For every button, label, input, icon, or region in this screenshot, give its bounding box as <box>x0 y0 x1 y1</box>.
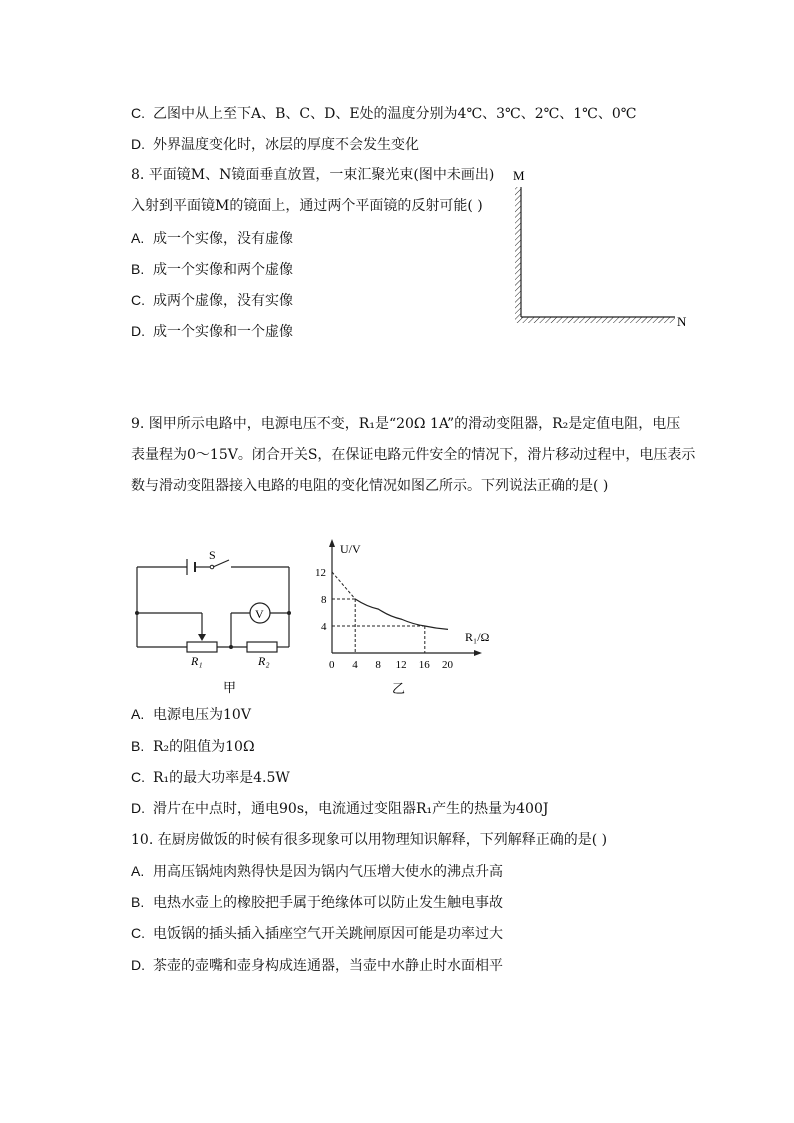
q8-stem-line2: 入射到平面镜M的镜面上，通过两个平面镜的反射可能( ) <box>131 198 483 214</box>
q7-option-c: C. 乙图中从上至下A、B、C、D、E处的温度分别为4℃、3℃、2℃、1℃、0℃ <box>131 105 637 122</box>
q9-option-a: A. 电源电压为10V <box>131 706 251 723</box>
voltmeter-label: V <box>255 607 264 621</box>
q8-option-b: B. 成一个实像和两个虚像 <box>131 261 293 278</box>
x-tick-label: 20 <box>442 659 453 671</box>
q9-option-d: D. 滑片在中点时，通电90s，电流通过变阻器R₁产生的热量为400J <box>131 800 549 817</box>
mirror-m-hatch <box>515 187 521 317</box>
x-tick-label: 16 <box>418 659 430 671</box>
x-tick-label: 4 <box>352 659 358 671</box>
q9-stem-line1: 9. 图甲所示电路中，电源电压不变，R₁是“20Ω 1A”的滑动变阻器，R₂是定值电阻，电压 <box>131 416 681 432</box>
y-tick-label: 12 <box>315 567 326 579</box>
x-axis-arrow <box>474 650 482 656</box>
junction-left <box>135 611 139 615</box>
q8-option-a: A. 成一个实像，没有虚像 <box>131 230 293 247</box>
circuit-caption: 甲 <box>223 680 237 695</box>
q10-stem: 10. 在厨房做饭的时候有很多现象可以用物理知识解释，下列解释正确的是( ) <box>131 832 608 848</box>
r1-resistor <box>187 642 217 652</box>
r2-label: R₂ <box>258 654 270 668</box>
x-tick-label: 0 <box>329 659 335 671</box>
r1-label: R₁ <box>191 654 203 668</box>
q10-option-a: A. 用高压锅炖肉熟得快是因为锅内气压增大使水的沸点升高 <box>131 863 503 880</box>
slider-arrow <box>198 634 206 641</box>
switch-label: S <box>209 548 216 562</box>
q9-option-b: B. R₂的阻值为10Ω <box>131 738 255 755</box>
y-tick-label: 4 <box>321 621 327 633</box>
q7-option-c-text: 乙图中从上至下A、B、C、D、E处的温度分别为4℃、3℃、2℃、1℃、0℃ <box>153 106 637 122</box>
y-axis-label: U/V <box>340 542 361 556</box>
x-axis-label: R₁/Ω <box>465 630 490 644</box>
chart-caption: 乙 <box>392 681 406 696</box>
q9-stem-line3: 数与滑动变阻器接入电路的电阻的变化情况如图乙所示。下列说法正确的是( ) <box>131 478 609 494</box>
q8-stem-line1: 8. 平面镜M、N镜面垂直放置，一束汇聚光束(图中未画出) <box>131 167 495 183</box>
q9-option-c: C. R₁的最大功率是4.5W <box>131 769 290 786</box>
y-axis-arrow <box>329 539 335 547</box>
q10-option-b: B. 电热水壶上的橡胶把手属于绝缘体可以防止发生触电事故 <box>131 894 503 911</box>
q10-option-c: C. 电饭锅的插头插入插座空气开关跳闸原因可能是功率过大 <box>131 925 503 942</box>
q10-option-d: D. 茶壶的壶嘴和壶身构成连通器，当壶中水静止时水面相平 <box>131 957 503 974</box>
mirror-figure <box>505 165 695 335</box>
y-tick-label: 8 <box>321 594 327 606</box>
q9-stem-line2: 表量程为0～15V。闭合开关S，在保证电路元件安全的情况下，滑片移动过程中，电压表示 <box>131 447 696 463</box>
mirror-n-label: N <box>677 314 687 329</box>
circuit-diagram <box>125 545 305 695</box>
q7-option-d: D. 外界温度变化时，冰层的厚度不会发生变化 <box>131 136 419 153</box>
x-tick-label: 12 <box>395 659 407 671</box>
u-r-curve <box>355 599 448 629</box>
q8-option-c: C. 成两个虚像，没有实像 <box>131 292 293 309</box>
q7-option-d-text: 外界温度变化时，冰层的厚度不会发生变化 <box>153 137 419 153</box>
u-r-chart <box>310 535 500 700</box>
x-tick-label: 8 <box>375 659 381 671</box>
mirror-m-label: M <box>513 168 525 183</box>
q8-option-d: D. 成一个实像和一个虚像 <box>131 323 293 340</box>
mirror-n-hatch <box>515 317 675 323</box>
r2-resistor <box>247 642 277 652</box>
curve-dashed-segment <box>332 572 355 599</box>
